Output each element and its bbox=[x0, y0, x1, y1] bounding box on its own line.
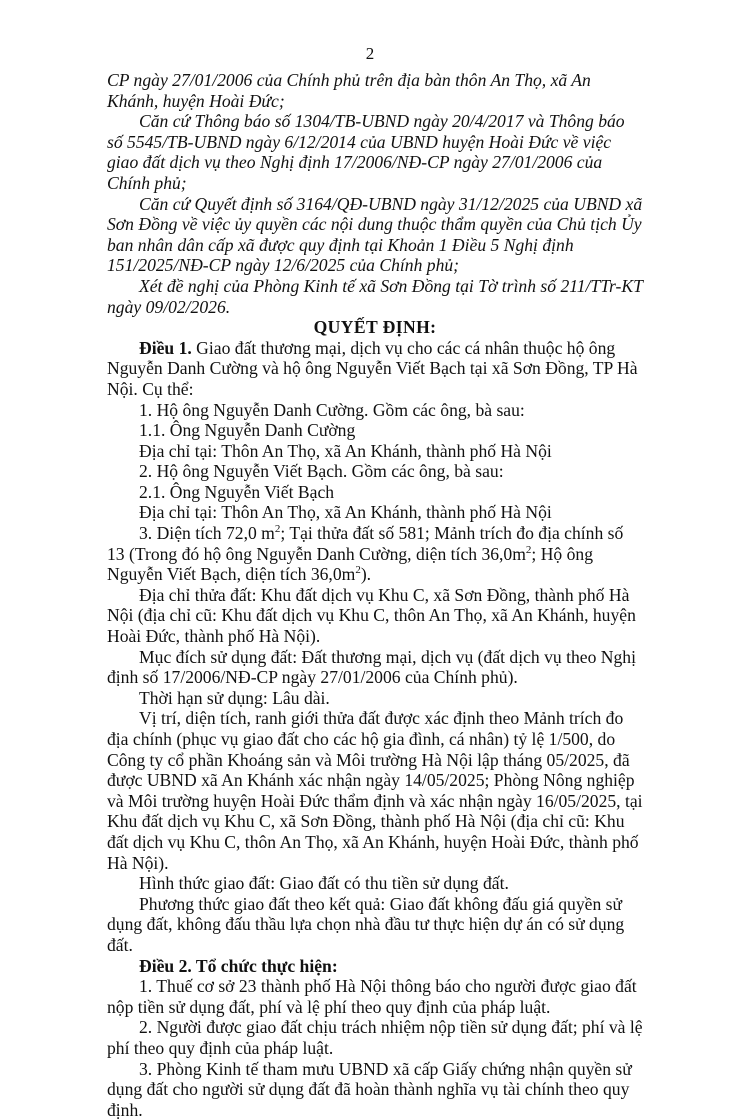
land-position: Vị trí, diện tích, ranh giới thửa đất được xác định theo Mảnh trích đo địa chính (phục vụ giao đất cho các hộ gia đình, cá nhân) tỷ lệ 1/500, do Công ty cổ phần Khoáng sản và Môi trường Hà Nội lập tháng 05/2025, đã được UBND xã An Khánh xác nhận ngày 14/05/2025; Phòng Nông nghiệp và Môi trường huyện Hoài Đức thẩm định và xác nhận ngày 16/05/2025, tại Khu đất dịch vụ Khu C, xã Sơn Đồng, thành phố Hà Nội (địa chỉ cũ: Khu đất dịch vụ Khu C, thôn An Thọ, xã An Khánh, huyện Hoài Đức, thành phố Hà Nội). bbox=[107, 708, 643, 873]
household-1: 1. Hộ ông Nguyễn Danh Cường. Gồm các ông, bà sau: bbox=[107, 400, 643, 421]
allocation-method: Phương thức giao đất theo kết quả: Giao đất không đấu giá quyền sử dụng đất, không đấu thầu lựa chọn nhà đầu tư thực hiện dự án có sử dụng đất. bbox=[107, 894, 643, 956]
household-1-member: 1.1. Ông Nguyễn Danh Cường bbox=[107, 420, 643, 441]
allocation-form: Hình thức giao đất: Giao đất có thu tiền sử dụng đất. bbox=[107, 873, 643, 894]
decision-title: QUYẾT ĐỊNH: bbox=[107, 317, 643, 338]
article-1-intro bbox=[107, 338, 643, 400]
document-body bbox=[107, 70, 643, 1120]
preamble-proposal: Xét đề nghị của Phòng Kinh tế xã Sơn Đồng tại Tờ trình số 211/TTr-KT ngày 09/02/2026. bbox=[107, 276, 643, 317]
article-1-label: Điều 1. bbox=[139, 338, 192, 358]
land-location: Địa chỉ thửa đất: Khu đất dịch vụ Khu C, xã Sơn Đồng, thành phố Hà Nội (địa chỉ cũ: Khu đất dịch vụ Khu C, thôn An Thọ, xã An Khánh, huyện Hoài Đức, thành phố Hà Nội). bbox=[107, 585, 643, 647]
article-2-item: 2. Người được giao đất chịu trách nhiệm nộp tiền sử dụng đất; phí và lệ phí theo quy định của pháp luật. bbox=[107, 1017, 643, 1058]
household-2-address: Địa chỉ tại: Thôn An Thọ, xã An Khánh, thành phố Hà Nội bbox=[107, 502, 643, 523]
preamble-basis-decision: Căn cứ Quyết định số 3164/QĐ-UBND ngày 31/12/2025 của UBND xã Sơn Đồng về việc ủy quyền các nội dung thuộc thẩm quyền của Chủ tịch Ủy ban nhân dân cấp xã được quy định tại Khoản 1 Điều 5 Nghị định 151/2025/NĐ-CP ngày 12/6/2025 của Chính phủ; bbox=[107, 194, 643, 276]
article-2-heading: Điều 2. Tổ chức thực hiện: bbox=[107, 956, 643, 977]
article-1-text: Giao đất thương mại, dịch vụ cho các cá nhân thuộc hộ ông Nguyễn Danh Cường và hộ ông Nguyễn Viết Bạch tại xã Sơn Đồng, TP Hà Nội. Cụ thể: bbox=[107, 338, 638, 399]
article-2-item: 1. Thuế cơ sở 23 thành phố Hà Nội thông báo cho người được giao đất nộp tiền sử dụng đất, phí và lệ phí theo quy định của pháp luật. bbox=[107, 976, 643, 1017]
land-area: 3. Diện tích 72,0 $m^2$; Tại thửa đất số 581; Mảnh trích đo địa chính số 13 (Trong đó hộ ông Nguyễn Danh Cường, diện tích $36,0m^2$; Hộ ông Nguyễn Viết Bạch, diện tích $36,0m^2$). bbox=[107, 523, 643, 585]
household-2-member: 2.1. Ông Nguyễn Viết Bạch bbox=[107, 482, 643, 503]
article-2-item: 3. Phòng Kinh tế tham mưu UBND xã cấp Giấy chứng nhận quyền sử dụng đất cho người sử dụng đất đã hoàn thành nghĩa vụ tài chính theo quy định. bbox=[107, 1059, 643, 1120]
preamble-basis-notices: Căn cứ Thông báo số 1304/TB-UBND ngày 20/4/2017 và Thông báo số 5545/TB-UBND ngày 6/12/2014 của UBND huyện Hoài Đức về việc giao đất dịch vụ theo Nghị định 17/2006/NĐ-CP ngày 27/01/2006 của Chính phủ; bbox=[107, 111, 643, 193]
land-duration: Thời hạn sử dụng: Lâu dài. bbox=[107, 688, 643, 709]
preamble-continuation: CP ngày 27/01/2006 của Chính phủ trên địa bàn thôn An Thọ, xã An Khánh, huyện Hoài Đức; bbox=[107, 70, 643, 111]
household-2: 2. Hộ ông Nguyễn Viết Bạch. Gồm các ông, bà sau: bbox=[107, 461, 643, 482]
page-number: 2 bbox=[0, 44, 740, 64]
household-1-address: Địa chỉ tại: Thôn An Thọ, xã An Khánh, thành phố Hà Nội bbox=[107, 441, 643, 462]
land-purpose: Mục đích sử dụng đất: Đất thương mại, dịch vụ (đất dịch vụ theo Nghị định số 17/2006/NĐ-CP ngày 27/01/2006 của Chính phủ). bbox=[107, 647, 643, 688]
